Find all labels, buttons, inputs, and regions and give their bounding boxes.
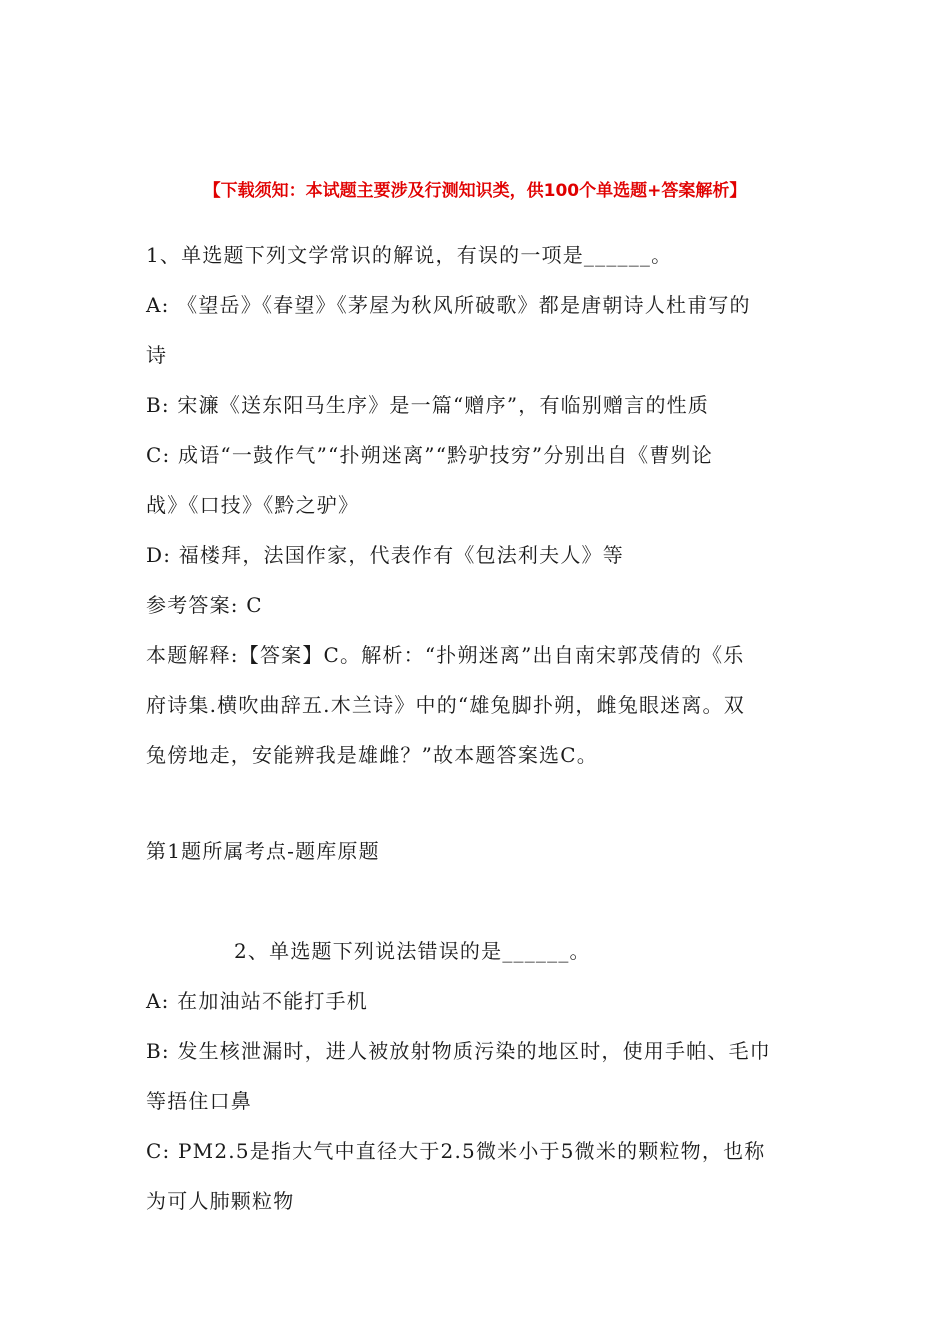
spacer xyxy=(146,886,810,936)
question-1-option-b: B: 宋濂《送东阳马生序》是一篇“赠序”，有临别赠言的性质 xyxy=(146,393,710,417)
question-2-option-c-cont: 为可人肺颗粒物 xyxy=(146,1189,295,1213)
question-2-option-b: B: 发生核泄漏时，进人被放射物质污染的地区时，使用手帕、毛巾 xyxy=(146,1039,771,1063)
question-1-topic: 第1题所属考点-题库原题 xyxy=(146,839,380,863)
download-notice: 【下载须知：本试题主要涉及行测知识类，供100个单选题+答案解析】 xyxy=(203,181,747,201)
question-1-option-a-cont: 诗 xyxy=(146,343,168,367)
question-1-option-d: D: 福楼拜，法国作家，代表作有《包法利夫人》等 xyxy=(146,543,624,567)
spacer xyxy=(146,790,810,836)
question-1-option-a: A: 《望岳》《春望》《茅屋为秋风所破歌》都是唐朝诗人杜甫写的 xyxy=(146,293,751,317)
question-1-stem: 1、单选题下列文学常识的解说，有误的一项是______。 xyxy=(146,243,673,267)
question-2-option-a: A: 在加油站不能打手机 xyxy=(146,989,368,1013)
question-content xyxy=(146,240,810,1236)
question-2-stem: 2、单选题下列说法错误的是______。 xyxy=(234,939,591,963)
question-1-option-c-cont: 战》《口技》《黔之驴》 xyxy=(146,493,360,517)
question-1-option-c: C: 成语“一鼓作气”“扑朔迷离”“黔驴技穷”分别出自《曹刿论 xyxy=(146,443,713,467)
question-1-explanation-cont: 府诗集.横吹曲辞五.木兰诗》中的“雄兔脚扑朔，雌兔眼迷离。双 xyxy=(146,693,745,717)
question-2-option-c: C: PM2.5是指大气中直径大于2.5微米小于5微米的颗粒物，也称 xyxy=(146,1139,766,1163)
question-1-explanation-end: 兔傍地走，安能辨我是雄雌？”故本题答案选C。 xyxy=(146,743,598,767)
question-1-answer: 参考答案: C xyxy=(146,593,263,617)
question-1-explanation: 本题解释:【答案】C。解析：“扑朔迷离”出自南宋郭茂倩的《乐 xyxy=(146,643,745,667)
question-2-option-b-cont: 等捂住口鼻 xyxy=(146,1089,252,1113)
